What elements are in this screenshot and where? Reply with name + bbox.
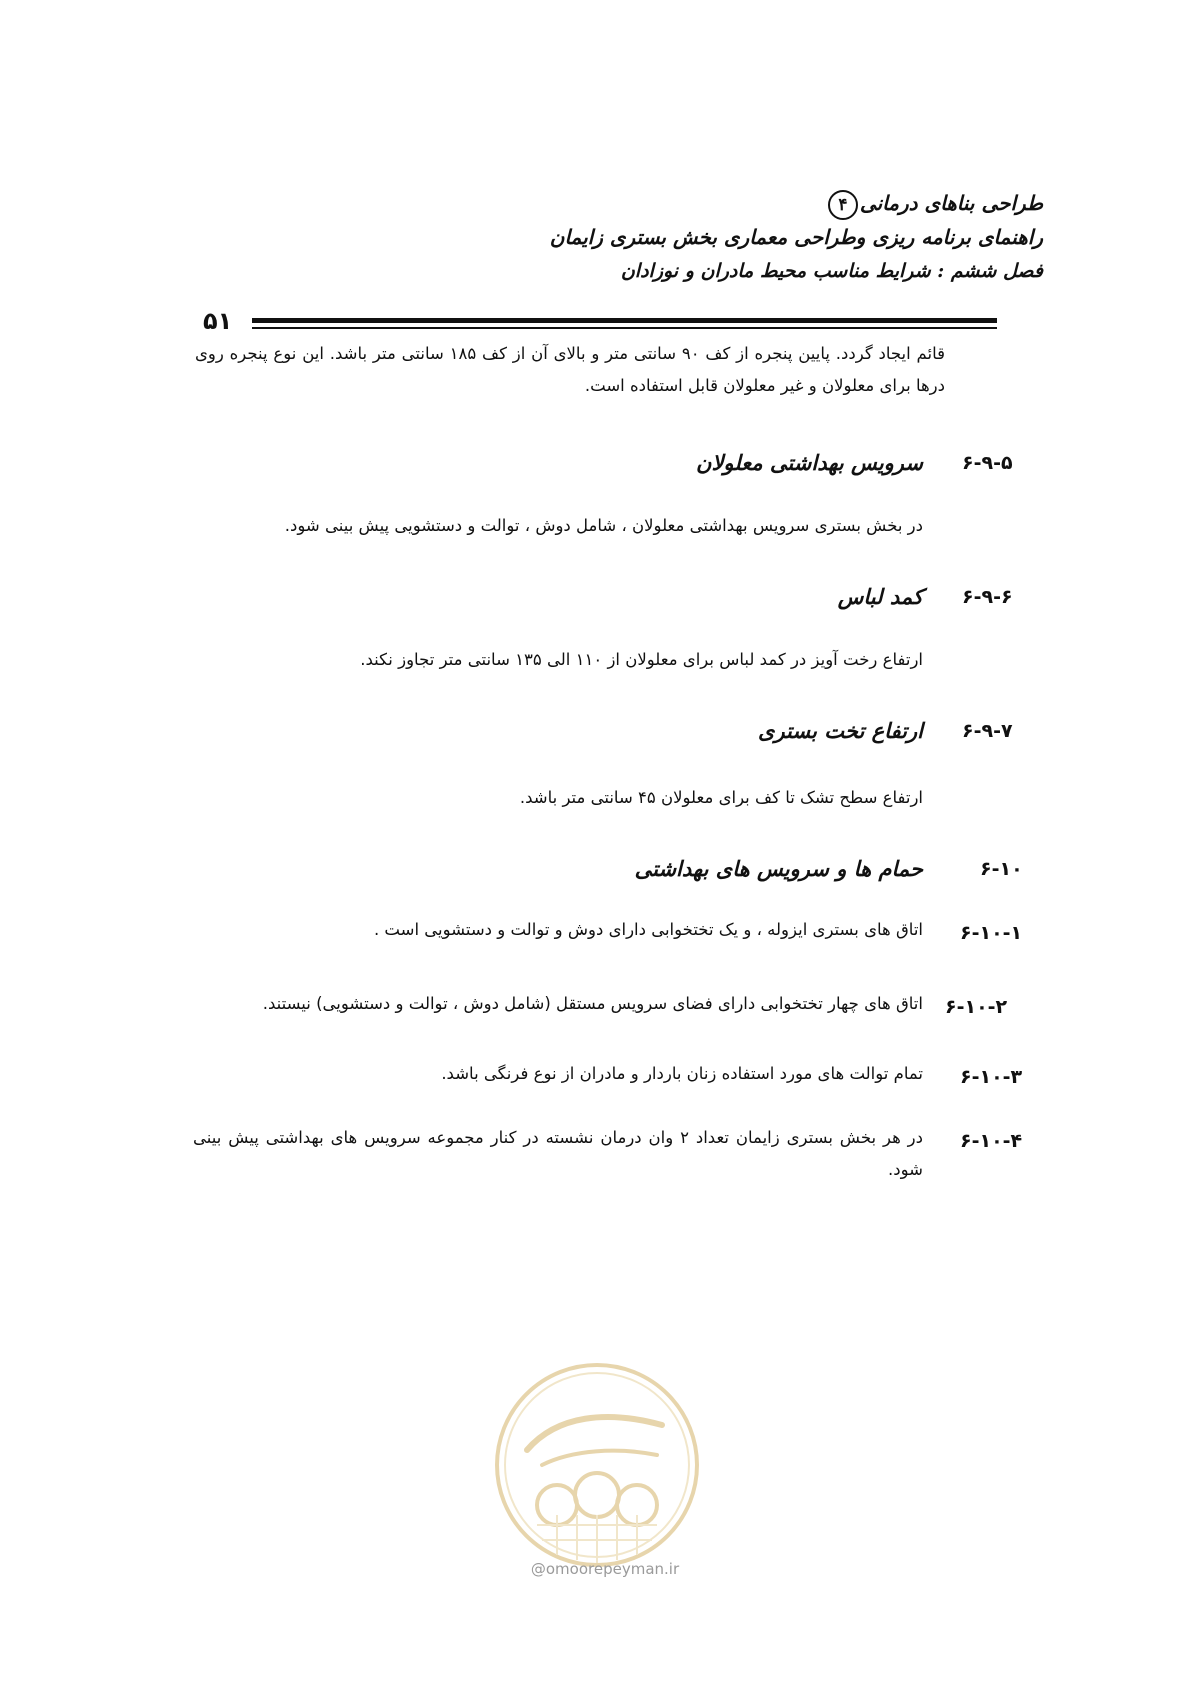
item-number: ۶-۱۰-۲ (945, 996, 1008, 1018)
header-guide-title: راهنمای برنامه ریزی وطراحی معماری بخش بستری زایمان (549, 225, 1043, 249)
header-book-title-text: طراحی بناهای درمانی (859, 191, 1043, 215)
item-text: در هر بخش بستری زایمان تعداد ۲ وان درمان نشسته در کنار مجموعه سرویس های بهداشتی پیش بینی شود. (193, 1128, 923, 1179)
section-number: ۶-۹-۷ (962, 720, 1013, 742)
watermark-site: @omoorepeyman.ir (530, 1560, 680, 1578)
item-number: ۶-۱۰-۴ (960, 1130, 1023, 1152)
section-title: ارتفاع تخت بستری (758, 718, 923, 743)
header-rule-thick (252, 318, 997, 323)
intro-paragraph: قائم ایجاد گردد. پایین پنجره از کف ۹۰ سانتی متر و بالای آن از کف ۱۸۵ سانتی متر باشد. این نوع پنجره روی درها برای معلولان و غیر معلولان قابل استفاده است. (195, 344, 946, 395)
volume-badge: ۴ (828, 190, 858, 220)
section-title: حمام ها و سرویس های بهداشتی (634, 856, 923, 881)
header-chapter-title: فصل ششم : شرایط مناسب محیط مادران و نوزادان (620, 260, 1043, 282)
item-text: اتاق های چهار تختخوابی دارای فضای سرویس مستقل (شامل دوش ، توالت و دستشویی) نیستند. (262, 994, 923, 1013)
section-body: در بخش بستری سرویس بهداشتی معلولان ، شامل دوش ، توالت و دستشویی پیش بینی شود. (284, 516, 923, 535)
header-rule-thin (252, 327, 997, 329)
item-number: ۶-۱۰-۱ (960, 922, 1023, 944)
section-body: ارتفاع سطح تشک تا کف برای معلولان ۴۵ سانتی متر باشد. (519, 788, 923, 807)
item-text: اتاق های بستری ایزوله ، و یک تختخوابی دارای دوش و توالت و دستشویی است . (373, 920, 923, 939)
section-number: ۶-۹-۶ (962, 586, 1013, 608)
item-text: تمام توالت های مورد استفاده زنان باردار و مادران از نوع فرنگی باشد. (441, 1064, 923, 1083)
section-number: ۶-۱۰ (980, 858, 1023, 880)
page-number: ۵۱ (203, 307, 233, 335)
running-header (403, 186, 1043, 288)
section-title: کمد لباس (837, 584, 923, 609)
publisher-logo-watermark (487, 1355, 707, 1575)
item-number: ۶-۱۰-۳ (960, 1066, 1023, 1088)
section-title: سرویس بهداشتی معلولان (696, 450, 923, 475)
section-number: ۶-۹-۵ (962, 452, 1013, 474)
header-book-title (403, 186, 1043, 220)
section-body: ارتفاع رخت آویز در کمد لباس برای معلولان از ۱۱۰ الی ۱۳۵ سانتی متر تجاوز نکند. (360, 650, 923, 669)
